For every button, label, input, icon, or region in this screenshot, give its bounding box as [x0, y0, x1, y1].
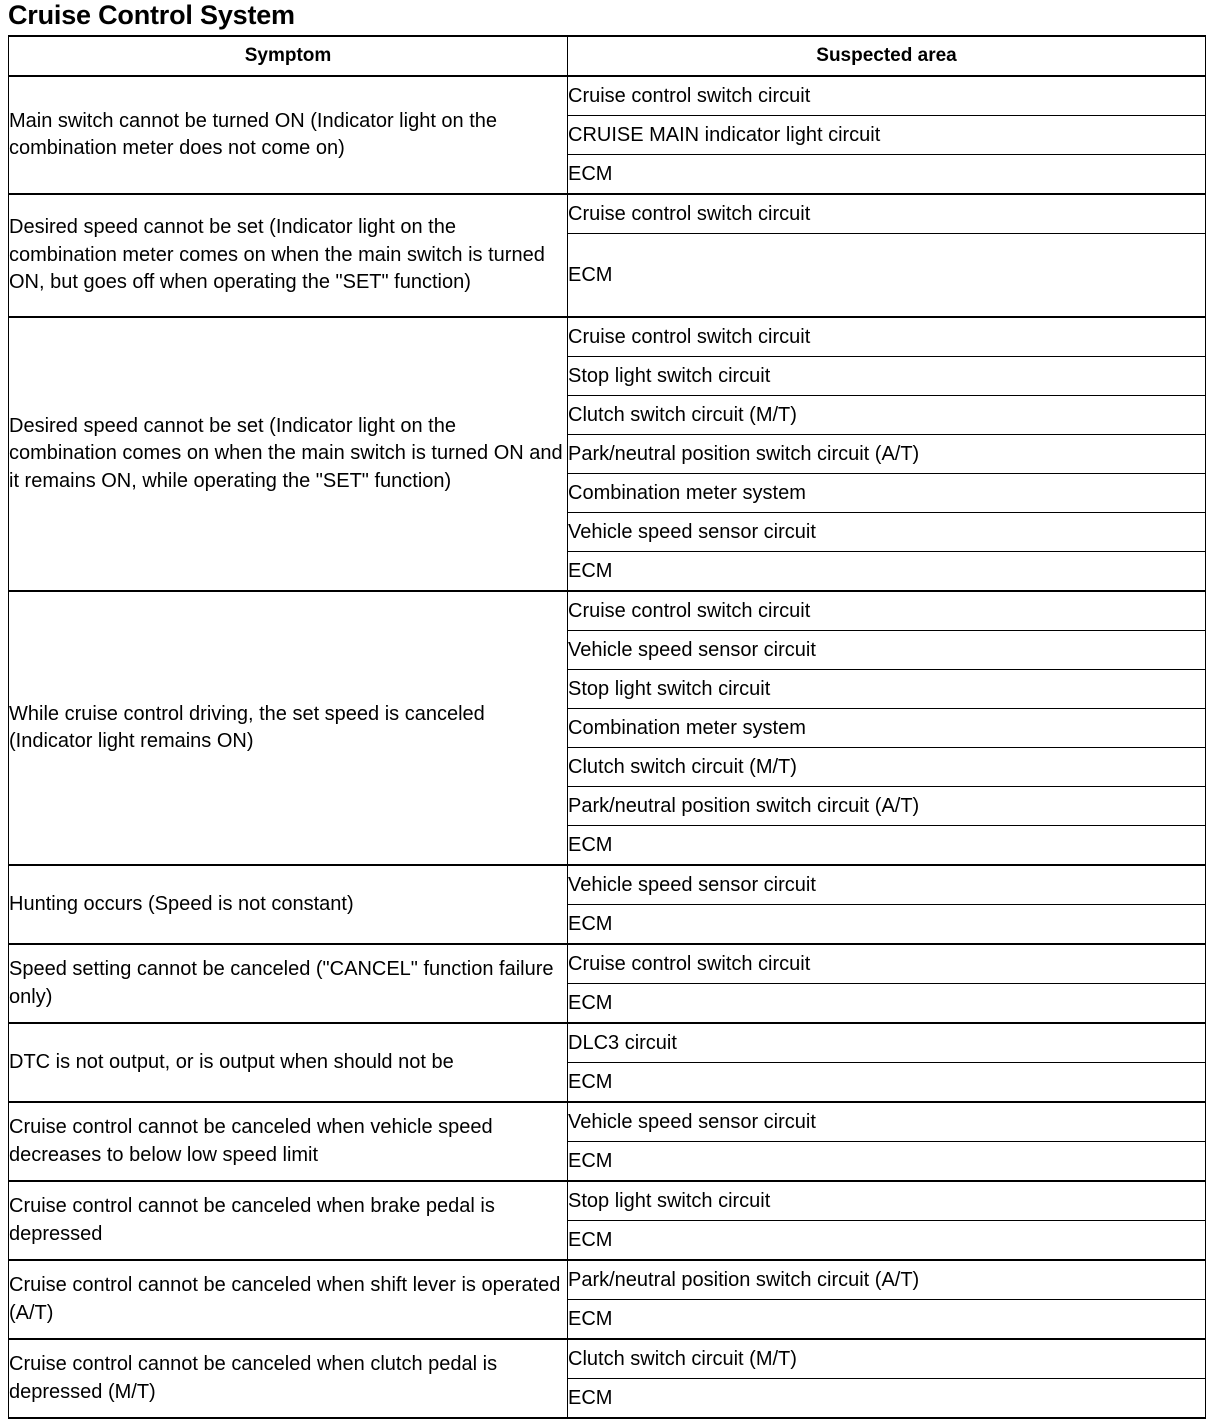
suspected-area-cell: Vehicle speed sensor circuit — [568, 631, 1206, 670]
table-row — [9, 194, 1206, 234]
suspected-area-cell: ECM — [568, 155, 1206, 195]
suspected-area-cell: CRUISE MAIN indicator light circuit — [568, 116, 1206, 155]
column-header-symptom: Symptom — [9, 36, 568, 76]
suspected-area-cell: Stop light switch circuit — [568, 1181, 1206, 1221]
suspected-area-cell: ECM — [568, 1063, 1206, 1103]
table-row — [9, 1181, 1206, 1221]
suspected-area-cell: DLC3 circuit — [568, 1023, 1206, 1063]
suspected-area-cell: Park/neutral position switch circuit (A/T) — [568, 1260, 1206, 1300]
suspected-area-cell: ECM — [568, 984, 1206, 1024]
column-header-suspected-area: Suspected area — [568, 36, 1206, 76]
suspected-area-cell: Vehicle speed sensor circuit — [568, 513, 1206, 552]
table-header-row — [9, 36, 1206, 76]
symptom-cell: Cruise control cannot be canceled when clutch pedal is depressed (M/T) — [9, 1339, 568, 1418]
page-title: Cruise Control System — [8, 0, 295, 30]
suspected-area-cell: ECM — [568, 234, 1206, 318]
table-row — [9, 1260, 1206, 1300]
suspected-area-cell: ECM — [568, 1221, 1206, 1261]
symptom-cell: Cruise control cannot be canceled when shift lever is operated (A/T) — [9, 1260, 568, 1339]
suspected-area-cell: Cruise control switch circuit — [568, 317, 1206, 357]
table-row — [9, 944, 1206, 984]
suspected-area-cell: Clutch switch circuit (M/T) — [568, 396, 1206, 435]
suspected-area-cell: Park/neutral position switch circuit (A/T) — [568, 435, 1206, 474]
suspected-area-cell: Vehicle speed sensor circuit — [568, 865, 1206, 905]
symptom-cell: Speed setting cannot be canceled ("CANCEL" function failure only) — [9, 944, 568, 1023]
suspected-area-cell: Vehicle speed sensor circuit — [568, 1102, 1206, 1142]
symptom-cell: While cruise control driving, the set speed is canceled (Indicator light remains ON) — [9, 591, 568, 865]
symptom-cell: Cruise control cannot be canceled when vehicle speed decreases to below low speed limit — [9, 1102, 568, 1181]
suspected-area-cell: Stop light switch circuit — [568, 357, 1206, 396]
symptom-table — [8, 35, 1206, 1419]
symptom-cell: Desired speed cannot be set (Indicator light on the combination comes on when the main switch is turned ON and it remains ON, while operating the "SET" function) — [9, 317, 568, 591]
symptom-cell: DTC is not output, or is output when should not be — [9, 1023, 568, 1102]
symptom-cell: Desired speed cannot be set (Indicator light on the combination meter comes on when the main switch is turned ON, but goes off when operating the "SET" function) — [9, 194, 568, 317]
table-row — [9, 317, 1206, 357]
suspected-area-cell: Park/neutral position switch circuit (A/T) — [568, 787, 1206, 826]
table-row — [9, 865, 1206, 905]
suspected-area-cell: Cruise control switch circuit — [568, 194, 1206, 234]
table-row — [9, 591, 1206, 631]
suspected-area-cell: ECM — [568, 552, 1206, 592]
suspected-area-cell: Cruise control switch circuit — [568, 76, 1206, 116]
table-row — [9, 1023, 1206, 1063]
table-body — [9, 76, 1206, 1418]
suspected-area-cell: ECM — [568, 826, 1206, 866]
suspected-area-cell: ECM — [568, 905, 1206, 945]
symptom-cell: Cruise control cannot be canceled when brake pedal is depressed — [9, 1181, 568, 1260]
table-row — [9, 76, 1206, 116]
suspected-area-cell: Clutch switch circuit (M/T) — [568, 748, 1206, 787]
suspected-area-cell: Combination meter system — [568, 709, 1206, 748]
symptom-cell: Main switch cannot be turned ON (Indicator light on the combination meter does not come on) — [9, 76, 568, 194]
suspected-area-cell: Combination meter system — [568, 474, 1206, 513]
suspected-area-cell: Clutch switch circuit (M/T) — [568, 1339, 1206, 1379]
table-row — [9, 1339, 1206, 1379]
suspected-area-cell: Cruise control switch circuit — [568, 591, 1206, 631]
suspected-area-cell: ECM — [568, 1379, 1206, 1419]
suspected-area-cell: Stop light switch circuit — [568, 670, 1206, 709]
table-row — [9, 1102, 1206, 1142]
suspected-area-cell: ECM — [568, 1142, 1206, 1182]
suspected-area-cell: ECM — [568, 1300, 1206, 1340]
symptom-cell: Hunting occurs (Speed is not constant) — [9, 865, 568, 944]
suspected-area-cell: Cruise control switch circuit — [568, 944, 1206, 984]
